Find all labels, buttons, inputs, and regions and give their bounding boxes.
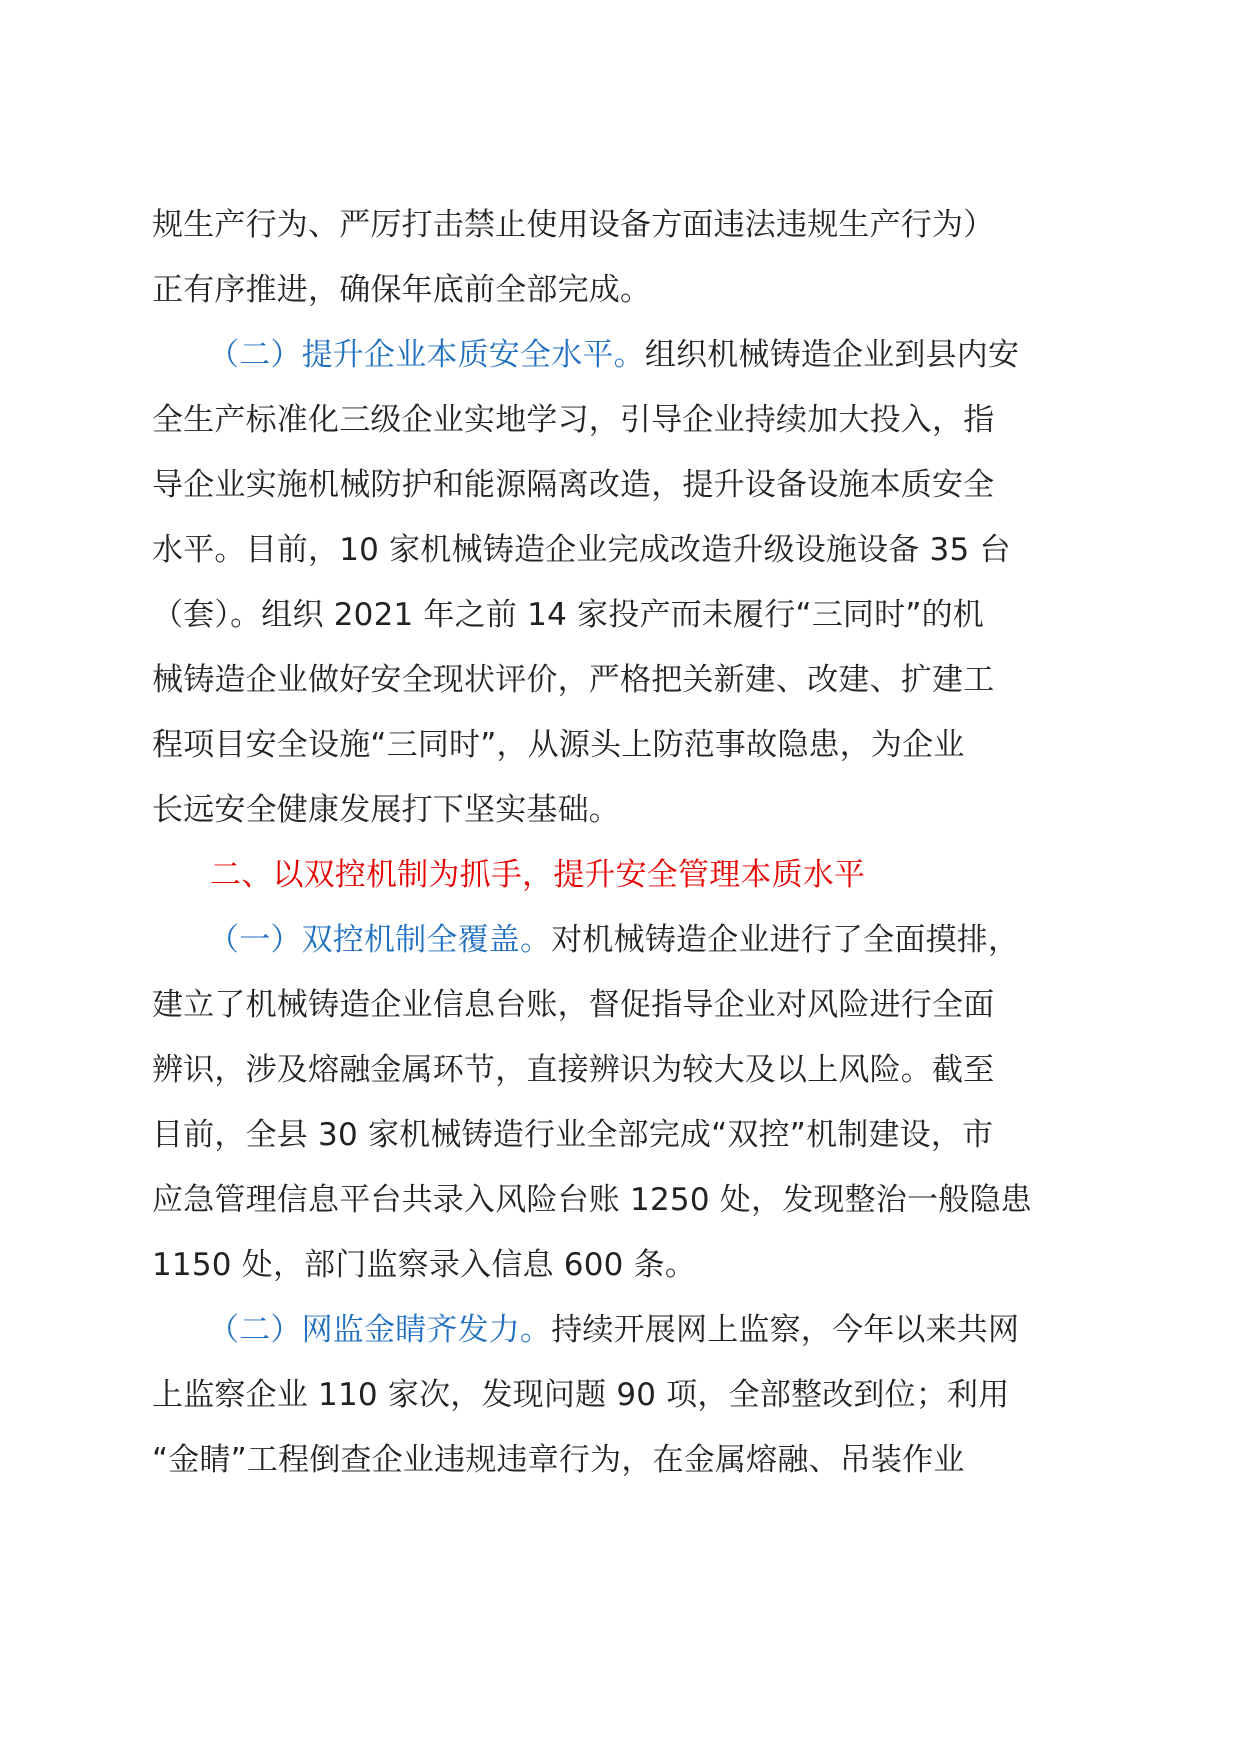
paragraph-line: 械铸造企业做好安全现状评价，严格把关新建、改建、扩建工 bbox=[152, 662, 995, 698]
paragraph-line: 规生产行为、严厉打击禁止使用设备方面违法违规生产行为） bbox=[152, 207, 995, 243]
paragraph-line bbox=[152, 323, 1092, 388]
paragraph-line: 程项目安全设施“三同时”，从源头上防范事故隐患，为企业 bbox=[152, 727, 965, 763]
subheading-text: （二）提升企业本质安全水平。 bbox=[208, 337, 645, 373]
document-page bbox=[152, 193, 1092, 1493]
subheading-text: （二）网监金睛齐发力。 bbox=[208, 1312, 552, 1348]
section-heading: 二、以双控机制为抓手，提升安全管理本质水平 bbox=[210, 857, 866, 893]
paragraph-line: 导企业实施机械防护和能源隔离改造，提升设备设施本质安全 bbox=[152, 467, 995, 503]
paragraph-line bbox=[152, 1298, 1092, 1363]
paragraph-line: （套）。组织 2021 年之前 14 家投产而未履行“三同时”的机 bbox=[152, 597, 984, 633]
paragraph-line: 应急管理信息平台共录入风险台账 1250 处，发现整治一般隐患 bbox=[152, 1182, 1032, 1218]
paragraph-line: 上监察企业 110 家次，发现问题 90 项，全部整改到位；利用 bbox=[152, 1377, 1010, 1413]
body-text: 对机械铸造企业进行了全面摸排， bbox=[551, 922, 1020, 958]
body-text: 组织机械铸造企业到县内安 bbox=[644, 337, 1020, 373]
paragraph-line: 目前，全县 30 家机械铸造行业全部完成“双控”机制建设，市 bbox=[152, 1117, 994, 1153]
body-text: 持续开展网上监察，今年以来共网 bbox=[551, 1312, 1020, 1348]
paragraph-line: 建立了机械铸造企业信息台账，督促指导企业对风险进行全面 bbox=[152, 987, 995, 1023]
paragraph-line bbox=[152, 908, 1092, 973]
paragraph-line: 长远安全健康发展打下坚实基础。 bbox=[152, 792, 620, 828]
paragraph-line: 辨识，涉及熔融金属环节，直接辨识为较大及以上风险。截至 bbox=[152, 1052, 995, 1088]
paragraph-line: 全生产标准化三级企业实地学习，引导企业持续加大投入，指 bbox=[152, 402, 995, 438]
paragraph-line: 正有序推进，确保年底前全部完成。 bbox=[152, 272, 652, 308]
paragraph-line: 水平。目前，10 家机械铸造企业完成改造升级设施设备 35 台 bbox=[152, 532, 1011, 568]
subheading-text: （一）双控机制全覆盖。 bbox=[208, 922, 552, 958]
paragraph-line: “金睛”工程倒查企业违规违章行为，在金属熔融、吊装作业 bbox=[152, 1442, 965, 1478]
paragraph-line: 1150 处，部门监察录入信息 600 条。 bbox=[152, 1247, 697, 1283]
